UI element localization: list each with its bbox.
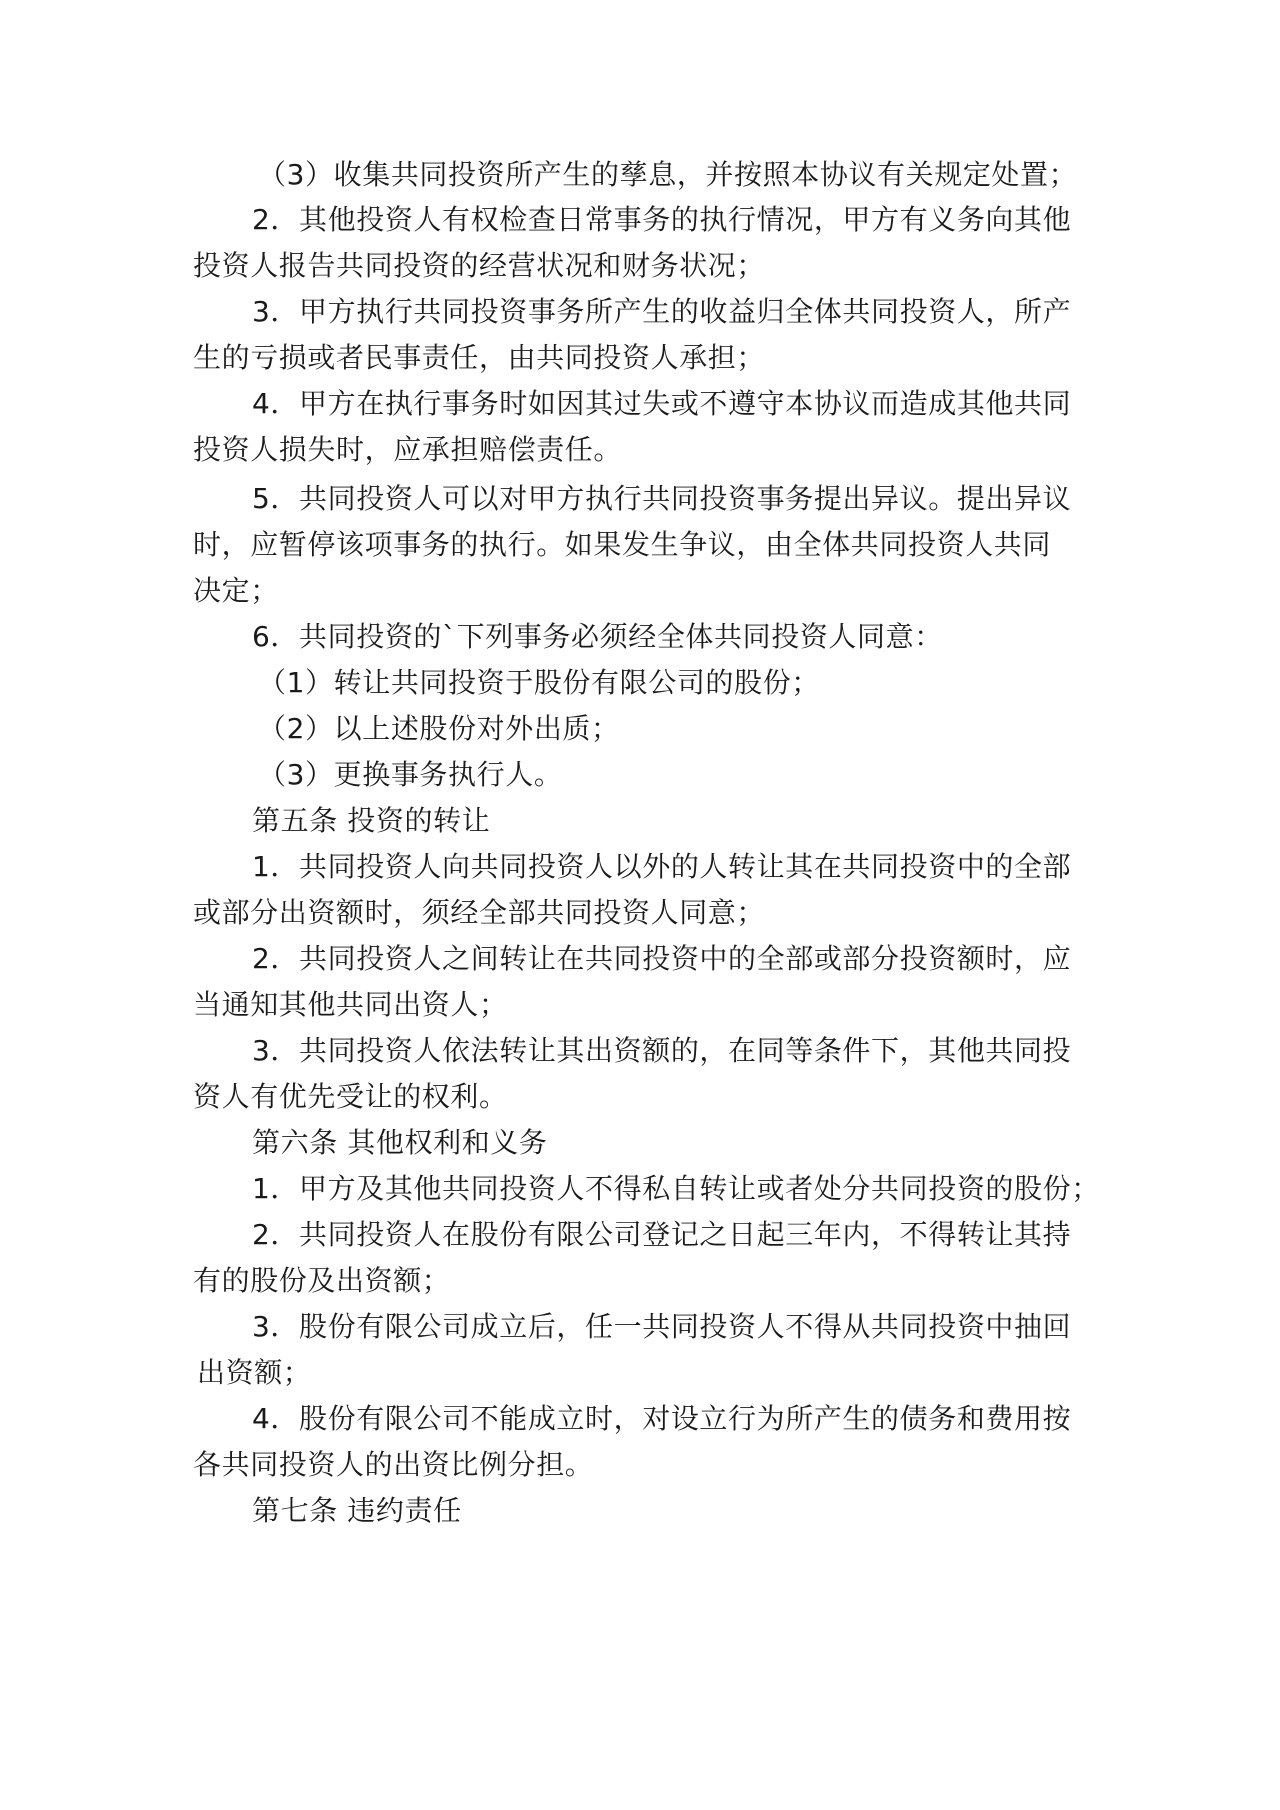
clause-4-6-1: （1）转让共同投资于股份有限公司的股份； xyxy=(258,666,820,699)
clause-5-1-line2: 或部分出资额时，须经全部共同投资人同意； xyxy=(193,896,766,929)
clause-4-3-line1: 3．甲方执行共同投资事务所产生的收益归全体共同投资人，所产 xyxy=(252,295,1072,328)
clause-4-3-line2: 生的亏损或者民事责任，由共同投资人承担； xyxy=(193,341,766,374)
clause-6-3-line2: 出资额； xyxy=(197,1356,312,1389)
clause-4-6: 6．共同投资的`下列事务必须经全体共同投资人同意： xyxy=(252,620,943,653)
clause-4-5-line2: 时，应暂停该项事务的执行。如果发生争议，由全体共同投资人共同 xyxy=(193,528,1052,561)
clause-4-4-line2: 投资人损失时，应承担赔偿责任。 xyxy=(193,433,623,466)
article-6-heading: 第六条 其他权利和义务 xyxy=(252,1126,548,1159)
clause-4-5-line1: 5．共同投资人可以对甲方执行共同投资事务提出异议。提出异议 xyxy=(252,482,1072,515)
clause-4-2-line2: 投资人报告共同投资的经营状况和财务状况； xyxy=(193,249,766,282)
clause-6-2-line2: 有的股份及出资额； xyxy=(193,1264,451,1297)
clause-4-4-line1: 4．甲方在执行事务时如因其过失或不遵守本协议而造成其他共同 xyxy=(252,387,1072,420)
clause-4-5-line3: 决定； xyxy=(193,574,279,607)
clause-6-4-line1: 4．股份有限公司不能成立时，对设立行为所产生的债务和费用按 xyxy=(252,1402,1072,1435)
clause-6-3-line1: 3．股份有限公司成立后，任一共同投资人不得从共同投资中抽回 xyxy=(252,1310,1072,1343)
article-7-heading: 第七条 违约责任 xyxy=(252,1494,462,1527)
clause-5-3-line2: 资人有优先受让的权利。 xyxy=(193,1080,508,1113)
clause-5-1-line1: 1．共同投资人向共同投资人以外的人转让其在共同投资中的全部 xyxy=(252,850,1072,883)
clause-5-3-line1: 3．共同投资人依法转让其出资额的，在同等条件下，其他共同投 xyxy=(252,1034,1072,1067)
clause-4-2-line1: 2．其他投资人有权检查日常事务的执行情况，甲方有义务向其他 xyxy=(252,203,1072,236)
clause-5-2-line2: 当通知其他共同出资人； xyxy=(193,988,508,1021)
clause-6-1: 1．甲方及其他共同投资人不得私自转让或者处分共同投资的股份； xyxy=(252,1172,1100,1205)
article-5-heading: 第五条 投资的转让 xyxy=(252,804,491,837)
clause-4-1-3: （3）收集共同投资所产生的孳息，并按照本协议有关规定处置； xyxy=(258,158,1078,191)
clause-5-2-line1: 2．共同投资人之间转让在共同投资中的全部或部分投资额时，应 xyxy=(252,942,1072,975)
clause-4-6-2: （2）以上述股份对外出质； xyxy=(258,712,620,745)
clause-6-4-line2: 各共同投资人的出资比例分担。 xyxy=(193,1448,594,1481)
clause-6-2-line1: 2．共同投资人在股份有限公司登记之日起三年内，不得转让其持 xyxy=(252,1218,1072,1251)
clause-4-6-3: （3）更换事务执行人。 xyxy=(258,758,563,791)
